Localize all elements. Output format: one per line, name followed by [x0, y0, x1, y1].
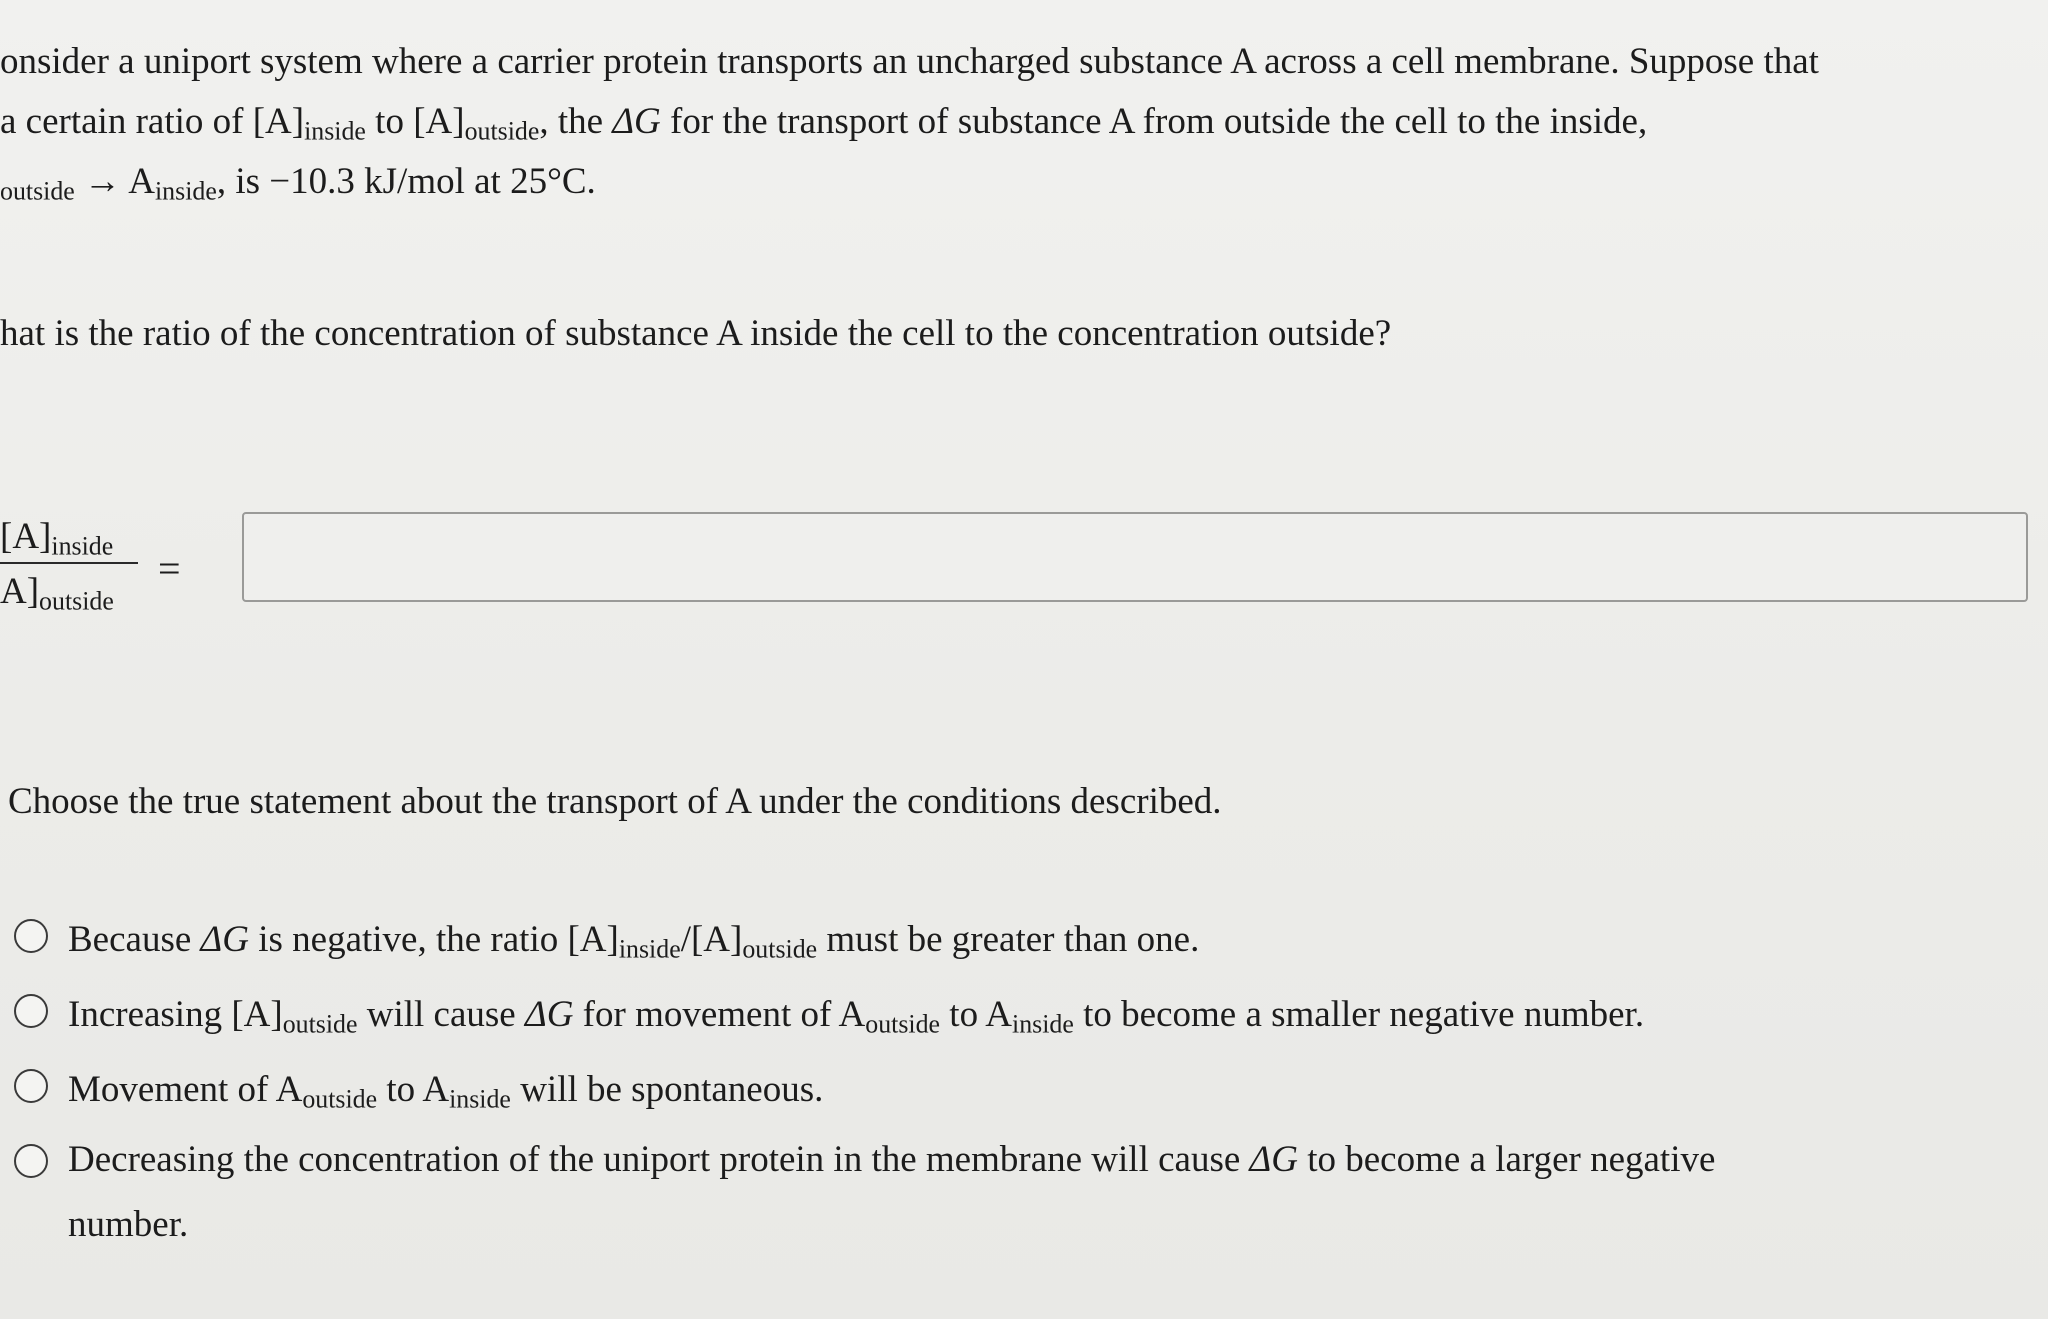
- option-text-part: for movement of A: [573, 994, 866, 1035]
- option-text-part: /[A]: [680, 919, 743, 960]
- option-text: [68, 990, 1644, 1040]
- ratio-question-text: hat is the ratio of the concentration of substance A inside the cell to the concentration outside?: [0, 313, 1392, 354]
- radio-button[interactable]: [14, 1069, 48, 1103]
- reaction-arrow: → A: [74, 161, 155, 202]
- option-text-part: to become a smaller negative number.: [1073, 994, 1645, 1035]
- option-text-part: will be spontaneous.: [510, 1069, 824, 1110]
- question-line-2: [0, 100, 1647, 144]
- subscript-outside: outside: [464, 116, 540, 146]
- question-text: onsider a uniport system where a carrier protein transports an uncharged substance A across a cell membrane. Suppose that: [0, 41, 1819, 82]
- denominator-text: A]: [0, 571, 40, 612]
- option-3[interactable]: [14, 1065, 823, 1115]
- fraction-denominator: [0, 570, 140, 616]
- subscript-inside: inside: [154, 176, 217, 206]
- subscript-outside: outside: [282, 1009, 358, 1039]
- question-text: , the: [539, 101, 613, 142]
- delta-g-symbol: ΔG: [200, 919, 249, 960]
- choose-prompt: [8, 780, 1222, 824]
- option-2[interactable]: [14, 990, 1644, 1040]
- subscript-inside: inside: [51, 531, 114, 561]
- option-text-part: must be greater than one.: [817, 919, 1200, 960]
- question-line-3: [0, 160, 596, 204]
- option-text-part: to A: [940, 994, 1013, 1035]
- option-text-part: Because: [68, 919, 201, 960]
- subscript-outside: outside: [39, 586, 114, 616]
- fraction-numerator: [0, 515, 140, 561]
- numerator-text: [A]: [0, 516, 52, 557]
- subscript-outside: outside: [0, 176, 75, 206]
- ratio-question: [0, 312, 1391, 356]
- question-line-1: [0, 40, 1819, 84]
- subscript-outside: outside: [865, 1009, 941, 1039]
- subscript-inside: inside: [1012, 1009, 1074, 1039]
- radio-button[interactable]: [14, 994, 48, 1028]
- option-4[interactable]: [14, 1140, 1828, 1258]
- delta-g-symbol: ΔG: [1249, 1139, 1298, 1180]
- option-text: [68, 1065, 823, 1115]
- option-1[interactable]: [14, 915, 1199, 965]
- fraction-bar: [0, 562, 138, 564]
- subscript-inside: inside: [618, 934, 681, 964]
- option-text-part: will cause: [357, 994, 525, 1035]
- subscript-outside: outside: [742, 934, 818, 964]
- question-text: a certain ratio of [A]: [0, 101, 305, 142]
- subscript-inside: inside: [449, 1084, 511, 1114]
- ratio-fraction: [0, 515, 140, 616]
- question-text: for the transport of substance A from outside the cell to the inside,: [660, 101, 1648, 142]
- question-text: to [A]: [365, 101, 465, 142]
- delta-g-symbol: ΔG: [524, 994, 574, 1035]
- equals-sign: =: [158, 546, 181, 591]
- option-text-part: Decreasing the concentration of the uniport protein in the membrane will cause: [68, 1139, 1250, 1180]
- radio-button[interactable]: [14, 1144, 48, 1178]
- option-text-part: to A: [377, 1069, 450, 1110]
- subscript-outside: outside: [302, 1084, 378, 1114]
- radio-button[interactable]: [14, 919, 48, 953]
- option-text-part: Increasing [A]: [68, 994, 283, 1035]
- ratio-answer-input[interactable]: [242, 512, 2028, 602]
- option-text: [68, 1128, 1828, 1258]
- choose-prompt-text: Choose the true statement about the transport of A under the conditions described.: [8, 781, 1222, 822]
- question-text: , is −10.3 kJ/mol at 25°C.: [216, 161, 596, 202]
- subscript-inside: inside: [304, 116, 366, 146]
- option-text-part: Movement of A: [68, 1069, 303, 1110]
- option-text: [68, 915, 1199, 965]
- delta-g-symbol: ΔG: [612, 101, 661, 142]
- option-text-part: to become a larger negative number.: [68, 1139, 1716, 1245]
- option-text-part: is negative, the ratio [A]: [248, 919, 619, 960]
